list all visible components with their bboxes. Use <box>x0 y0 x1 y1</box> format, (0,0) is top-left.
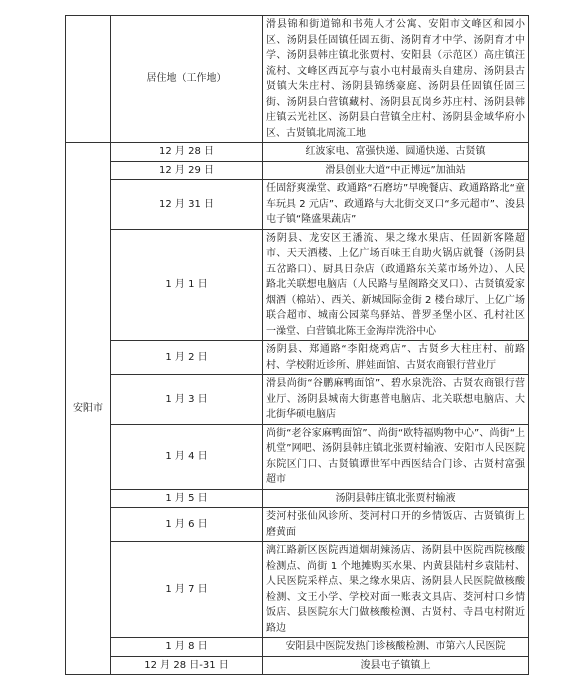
table-row <box>66 16 529 143</box>
date-cell: 12 月 28 日-31 日 <box>111 656 263 675</box>
table-row <box>66 161 529 180</box>
date-cell: 12 月 31 日 <box>111 180 263 230</box>
table-row <box>66 489 529 508</box>
places-cell: 茭河村张仙风诊所、茭河村口开的乡情饭店、古贤镇街上磨黄面 <box>263 508 529 542</box>
places-cell: 任固舒爽澡堂、政通路“石磨坊”早晚餐店、政通路路北“童车玩具 2 元店”、政通路与大北街交叉口“多元超市”、浚县屯子镇“隆盛果蔬店” <box>263 180 529 230</box>
table-row <box>66 143 529 162</box>
table-row <box>66 656 529 675</box>
date-cell: 1 月 2 日 <box>111 341 263 375</box>
places-cell: 浚县屯子镇镇上 <box>263 656 529 675</box>
date-cell: 1 月 8 日 <box>111 638 263 657</box>
table-row <box>66 542 529 638</box>
city-cell-blank <box>66 16 111 143</box>
table-row <box>66 229 529 341</box>
residence-label: 居住地（工作地） <box>111 16 263 143</box>
table-row <box>66 341 529 375</box>
itinerary-table <box>65 15 529 675</box>
date-cell: 12 月 29 日 <box>111 161 263 180</box>
date-cell: 1 月 6 日 <box>111 508 263 542</box>
places-cell: 滑县创业大道“中正博远”加油站 <box>263 161 529 180</box>
city-cell: 安阳市 <box>66 143 111 675</box>
table-row <box>66 424 529 489</box>
date-cell: 1 月 3 日 <box>111 375 263 425</box>
table-row <box>66 508 529 542</box>
date-cell: 1 月 1 日 <box>111 229 263 341</box>
places-cell: 滑县尚街“谷鹏麻鸭面馆”、碧水泉洗浴、古贤农商银行营业厅、汤阴县城南大街惠普电脑店、北关联想电脑店、大北街华硕电脑店 <box>263 375 529 425</box>
table-row <box>66 375 529 425</box>
date-cell: 1 月 7 日 <box>111 542 263 638</box>
itinerary-body <box>66 16 529 675</box>
places-cell: 滑县锦和街道锦和书苑人才公寓、安阳市文峰区和园小区、汤阴县任固镇任固五街、汤阴育才中学、汤阴育才中学、汤阴县韩庄镇北张贾村、安阳县（示范区）高庄镇汪流村、文峰区西瓦亭与袁小屯村最南头自建房、汤阴县古贤镇大朱庄村、汤阴县锦绣豪庭、汤阴县任固镇任固三街、汤阴县白营镇藏村、汤阴县瓦岗乡苏庄村、汤阴县韩庄镇云光社区、汤阴县白营镇全庄村、汤阴县金域华府小区、古贤镇北周流工地 <box>263 16 529 143</box>
places-cell: 汤阴县韩庄镇北张贾村输液 <box>263 489 529 508</box>
places-cell: 尚街“老谷家麻鸭面馆”、尚街“欧特福购物中心”、尚街“上机堂”网吧、汤阴县韩庄镇北张贾村输液、安阳市人民医院东院区门口、古贤镇谭世军中西医结合门诊、古贤村富强超市 <box>263 424 529 489</box>
places-cell: 汤阴县、龙安区王潘流、果之缘水果店、任固新客隆超市、天天酒楼、上亿广场百味王自助火锅店就餐（汤阴县五岔路口）、厨具日杂店（政通路东关菜市场外边）、人民路北关联想电脑店（人民路与星阁路交叉口）、古贤镇爱家烟酒（棉站）、西关、新城国际金街 2 楼台球厅、上亿广场联合超市、城南公园菜鸟驿站、普罗圣堡小区、孔村社区一澡堂、白营镇北陈王金海岸洗浴中心 <box>263 229 529 341</box>
date-cell: 1 月 5 日 <box>111 489 263 508</box>
places-cell: 红波家电、富强快递、圆通快递、古贤镇 <box>263 143 529 162</box>
places-cell: 漓江路新区医院西道烟胡辣汤店、汤阴县中医院西院核酸检测点、尚街 1 个地摊购买水果、内黄县陆村乡袁陆村、人民医院采样点、果之缘水果店、汤阴县人民医院做核酸检测、文王小学、学校对面一账表文具店、茭河村口乡情饭店、县医院东大门做核酸检测、古贤村、寺昌屯村附近路边 <box>263 542 529 638</box>
places-cell: 汤阴县、郑通路“李阳烧鸡店”、古贤乡大柱庄村、前路村、学校附近诊所、胖娃面馆、古贤农商银行营业厅 <box>263 341 529 375</box>
date-cell: 1 月 4 日 <box>111 424 263 489</box>
table-row <box>66 180 529 230</box>
table-row <box>66 638 529 657</box>
date-cell: 12 月 28 日 <box>111 143 263 162</box>
places-cell: 安阳县中医院发热门诊核酸检测、市第六人民医院 <box>263 638 529 657</box>
